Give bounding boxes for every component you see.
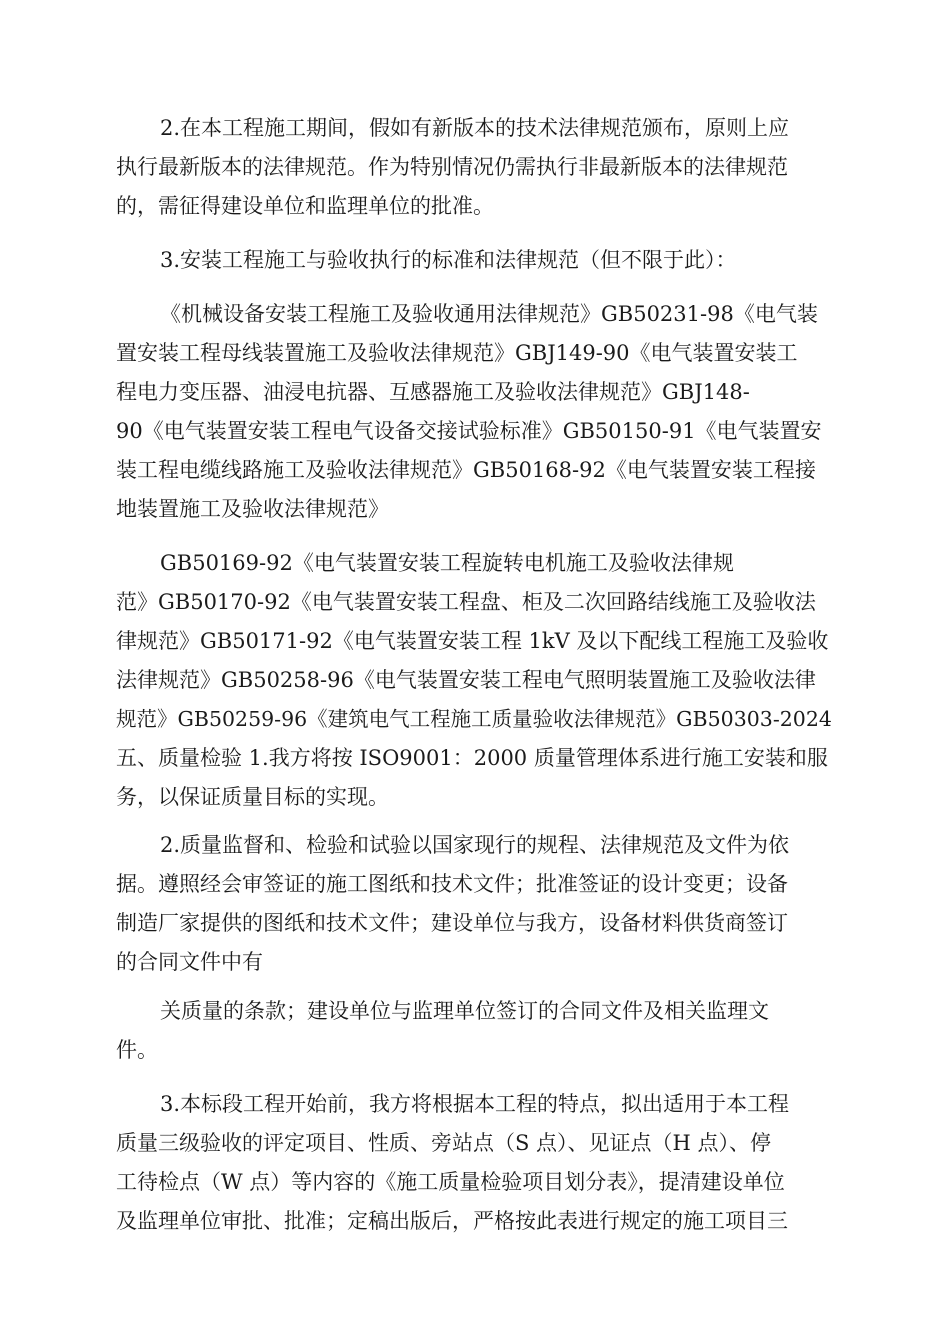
text-line: 据。遵照经会审签证的施工图纸和技术文件；批准签证的设计变更；设备 [116,872,788,896]
text-line: 执行最新版本的法律规范。作为特别情况仍需执行非最新版本的法律规范 [116,155,788,179]
text-line: 装工程电缆线路施工及验收法律规范》GB50168-92《电气装置安装工程接 [116,458,816,482]
text-line: 务，以保证质量目标的实现。 [116,785,389,809]
text-line: 3.安装工程施工与验收执行的标准和法律规范（但不限于此）： [160,248,737,272]
text-line: 范》GB50170-92《电气装置安装工程盘、柜及二次回路结线施工及验收法 [116,590,816,614]
text-line: 置安装工程母线装置施工及验收法律规范》GBJ149-90《电气装置安装工 [116,341,798,365]
text-line: 3.本标段工程开始前，我方将根据本工程的特点，拟出适用于本工程 [160,1092,790,1116]
text-line: 的，需征得建设单位和监理单位的批准。 [116,194,494,218]
text-line: GB50169-92《电气装置安装工程旋转电机施工及验收法律规 [160,551,734,575]
text-line: 制造厂家提供的图纸和技术文件；建设单位与我方，设备材料供货商签订 [116,911,788,935]
text-line: 关质量的条款；建设单位与监理单位签订的合同文件及相关监理文 [160,999,769,1023]
text-line: 2.在本工程施工期间，假如有新版本的技术法律规范颁布，原则上应 [160,116,790,140]
text-line: 及监理单位审批、批准；定稿出版后，严格按此表进行规定的施工项目三 [116,1209,788,1233]
text-line: 工待检点（W 点）等内容的《施工质量检验项目划分表》，提清建设单位 [116,1170,785,1194]
text-line: 的合同文件中有 [116,950,263,974]
text-line: 五、质量检验 1.我方将按 ISO9001：2000 质量管理体系进行施工安装和服 [116,746,828,770]
text-line: 律规范》GB50171-92《电气装置安装工程 1kV 及以下配线工程施工及验收 [116,629,829,653]
text-line: 《机械设备安装工程施工及验收通用法律规范》GB50231-98《电气装 [160,302,818,326]
text-line: 规范》GB50259-96《建筑电气工程施工质量验收法律规范》GB50303-2024 [116,707,832,731]
text-line: 地装置施工及验收法律规范》 [116,497,389,521]
text-line: 程电力变压器、油浸电抗器、互感器施工及验收法律规范》GBJ148- [116,380,750,404]
text-line: 法律规范》GB50258-96《电气装置安装工程电气照明装置施工及验收法律 [116,668,816,692]
text-line: 90《电气装置安装工程电气设备交接试验标准》GB50150-91《电气装置安 [116,419,822,443]
text-line: 件。 [116,1038,158,1062]
text-line: 质量三级验收的评定项目、性质、旁站点（S 点）、见证点（H 点）、停 [116,1131,772,1155]
text-line: 2.质量监督和、检验和试验以国家现行的规程、法律规范及文件为依 [160,833,790,857]
